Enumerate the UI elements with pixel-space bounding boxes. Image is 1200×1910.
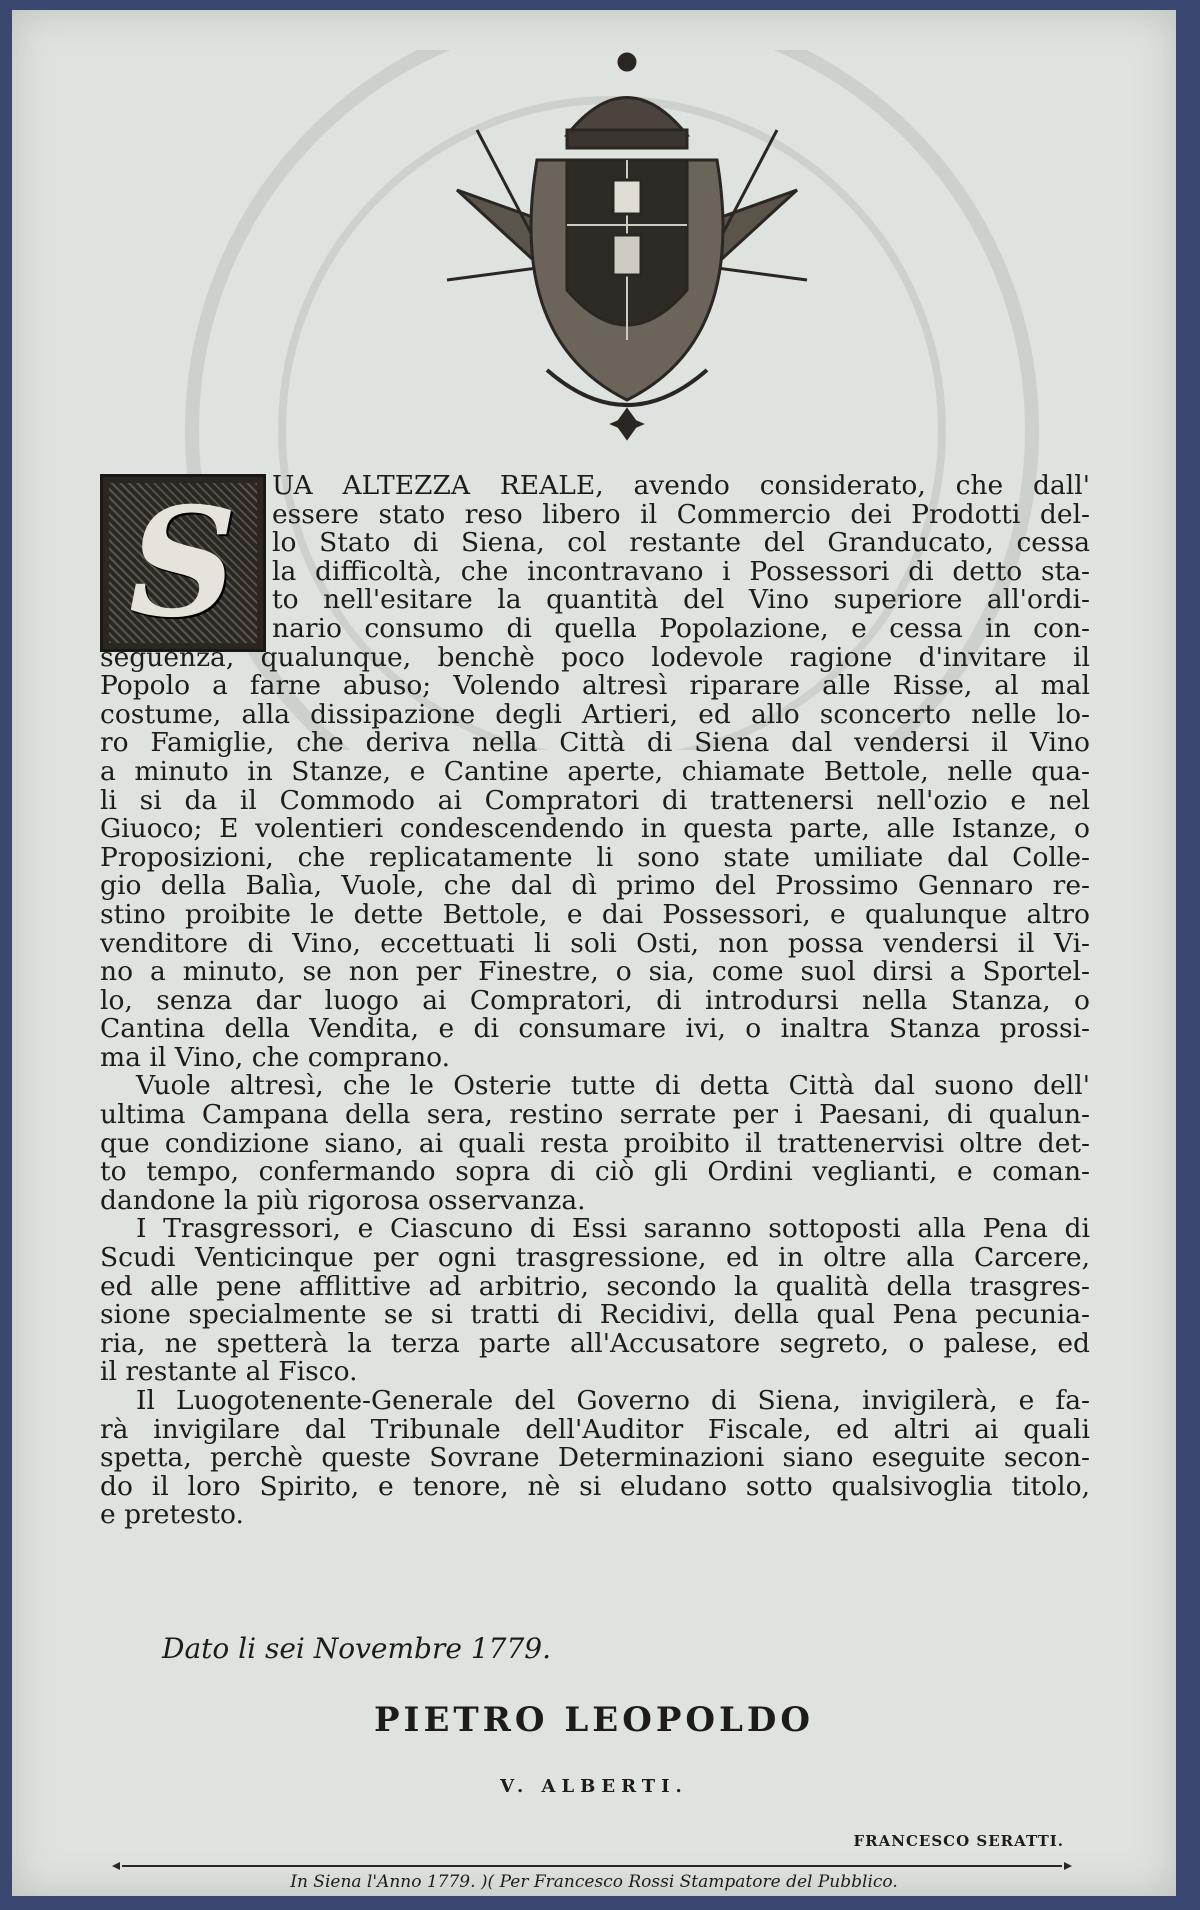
text-line: Popolo a farne abuso; Volendo altresì riparare alle Risse, al mal [100,672,1090,701]
text-line: gio della Balìa, Vuole, che dal dì primo del Prossimo Gennaro re- [100,872,1090,901]
text-line: do il loro Spirito, e tenore, nè si eludano sotto qualsivoglia titolo, [100,1472,1090,1502]
text-line: la difficoltà, che incontravano i Possessori di detto sta- [272,557,1090,587]
text-line: ro Famiglie, che deriva nella Città di Siena dal vendersi il Vino [100,729,1090,758]
text-line: ed alle pene afflittive ad arbitrio, secondo la qualità della trasgres- [100,1272,1090,1302]
text-line: ma il Vino, che comprano. [100,1043,451,1073]
text-line: to tempo, confermando sopra di ciò gli Ordini veglianti, e coman- [100,1158,1090,1187]
text-line: sione specialmente se si tratti di Recidivi, della qual Pena pecunia- [100,1301,1090,1330]
text-line: rà invigilare dal Tribunale dell'Auditor Fiscale, ed altri ai quali [100,1415,1090,1445]
text-line: que condizione siano, ai quali resta proibito il trattenervisi oltre det- [100,1129,1090,1159]
text-line: I Trasgressori, e Ciascuno di Essi saranno sottoposti alla Pena di [136,1215,1090,1245]
text-line: dandone la più rigorosa osservanza. [100,1186,586,1216]
decree-body [100,472,1090,1530]
ornamental-rule [112,1862,1072,1870]
text-line: lo Stato di Siena, col restante del Granducato, cessa [272,529,1090,558]
text-line: ultima Campana della sera, restino serrate per i Paesani, di qualun- [100,1101,1090,1130]
secretary-signature: FRANCESCO SERATTI. [853,1832,1064,1850]
text-line: Proposizioni, che replicatamente li sono state umiliate dal Colle- [100,843,1090,873]
text-line: nario consumo di quella Popolazione, e cessa in con- [272,614,1090,644]
text-line: spetta, perchè queste Sovrane Determinazioni siano eseguite secon- [100,1444,1090,1473]
text-line: essere stato reso libero il Commercio dei Prodotti del- [272,500,1090,530]
text-line: Cantina della Vendita, e di consumare ivi, o inaltra Stanza prossi- [100,1015,1090,1044]
text-line: e pretesto. [100,1501,244,1530]
text-line: Il Luogotenente-Generale del Governo di Siena, invigilerà, e fa- [136,1387,1090,1416]
text-line: UA ALTEZZA REALE, avendo considerato, che dall' [272,472,1090,501]
royal-coat-of-arms [417,40,837,460]
text-line: il restante al Fisco. [100,1358,358,1387]
text-line: costume, alla dissipazione degli Artieri, ed allo sconcerto nelle lo- [100,700,1090,730]
text-line: venditore di Vino, eccettuati li soli Osti, non possa vendersi il Vi- [100,929,1090,959]
text-line: li si da il Commodo ai Compratori di trattenersi nell'ozio e nel [100,786,1090,816]
text-line: to nell'esitare la quantità del Vino superiore all'ordi- [272,586,1090,615]
date-line: Dato li sei Novembre 1779. [162,1632,551,1665]
text-line: no a minuto, se non per Finestre, o sia, come suol dirsi a Sportel- [100,958,1090,987]
text-line: stino proibite le dette Bettole, e dai Possessori, e qualunque altro [100,900,1090,930]
initial-letter: S [128,475,238,651]
text-line: Scudi Venticinque per ogni trasgressione, ed in oltre alla Carcere, [100,1244,1090,1273]
text-line: seguenza, qualunque, benchè poco lodevole ragione d'invitare il [100,643,1090,673]
decree-sheet [12,10,1176,1896]
text-line: Giuoco; E volentieri condescendendo in questa parte, alle Istanze, o [100,815,1090,844]
printer-imprint: In Siena l'Anno 1779. )( Per Francesco Rossi Stampatore del Pubblico. [290,1872,898,1892]
countersignature: V. ALBERTI. [500,1776,688,1797]
text-line: ria, ne spetterà la terza parte all'Accusatore segreto, o palese, ed [100,1329,1090,1359]
text-line: a minuto in Stanze, e Cantine aperte, chiamate Bettole, nelle qua- [100,757,1090,787]
text-line: Vuole altresì, che le Osterie tutte di detta Città dal suono dell' [136,1072,1090,1102]
sovereign-signature: PIETRO LEOPOLDO [373,1700,815,1740]
text-line: lo, senza dar luogo ai Compratori, di introdursi nella Stanza, o [100,986,1090,1016]
